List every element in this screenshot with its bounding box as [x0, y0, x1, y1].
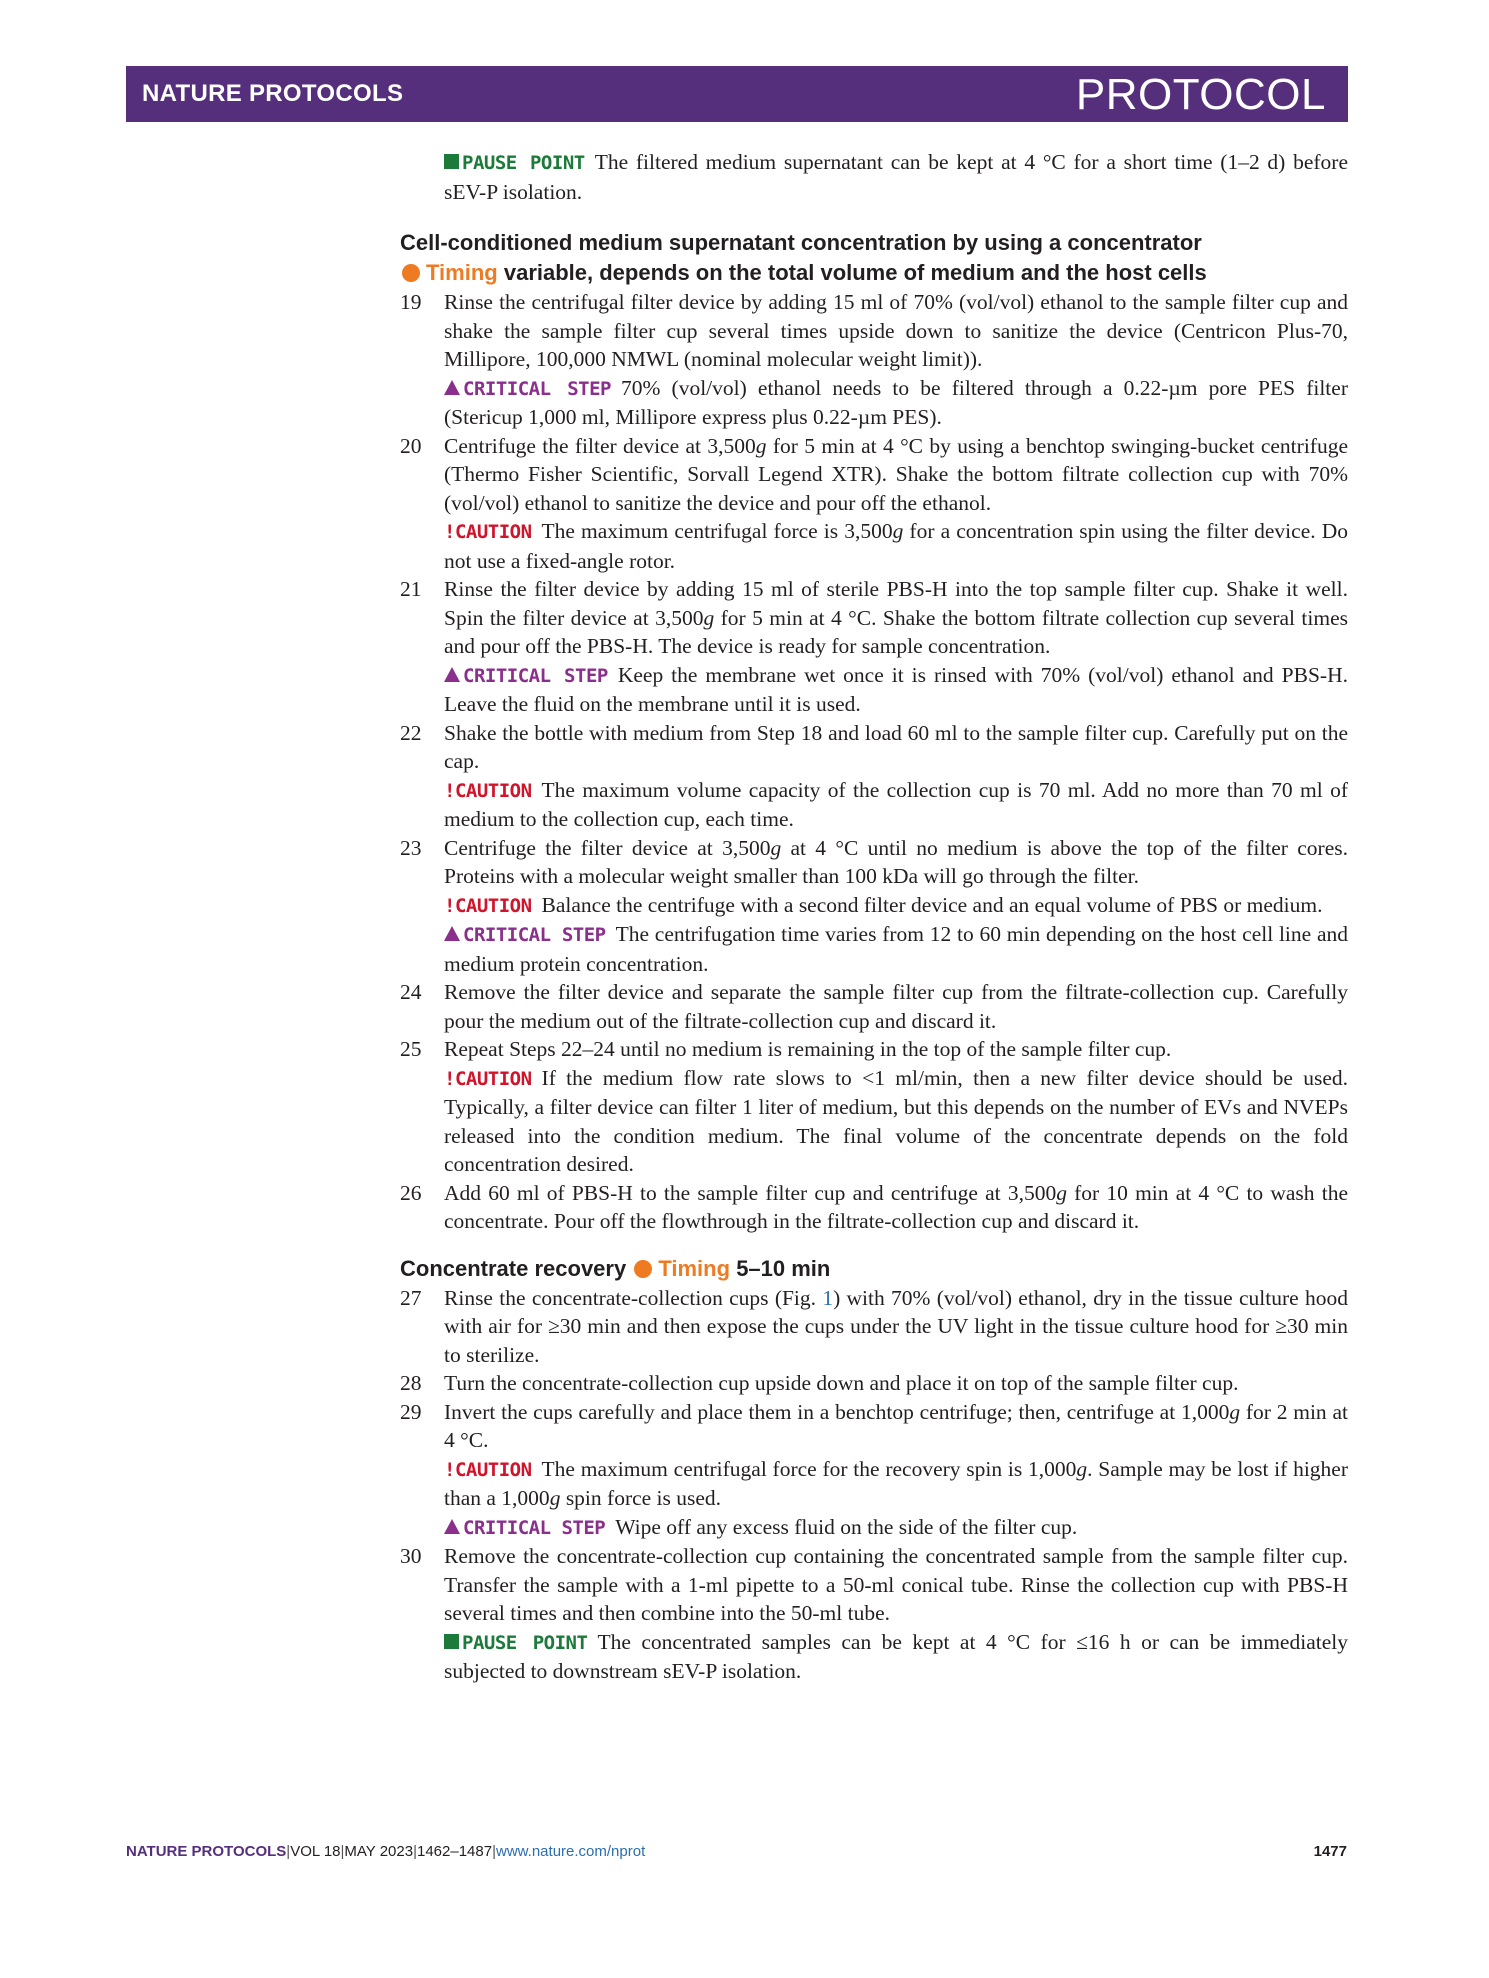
section-timing [400, 258, 1348, 288]
footer-url-link[interactable]: www.nature.com/nprot [496, 1843, 646, 1860]
caution-note [400, 1064, 1348, 1179]
caution-note [400, 891, 1348, 921]
caution-text-end: spin force is used. [560, 1486, 722, 1510]
critical-step-note [400, 1513, 1348, 1543]
protocol-step [400, 1369, 1348, 1398]
critical-step-text: Wipe off any excess fluid on the side of the filter cup. [615, 1514, 1078, 1539]
critical-step-label: CRITICAL STEP [463, 924, 606, 946]
caution-exclamation-icon: ! [444, 1067, 455, 1090]
pause-point-label: PAUSE POINT [462, 1631, 588, 1654]
step-text: Remove the concentrate-collection cup containing the concentrated sample from the sample filter cup. Transfer the sample with a 1-ml pipette to a 50-ml conical tube. Rinse the collection cup with PBS-H several times and then combine into the 50-ml tube. [444, 1544, 1348, 1625]
step-text: Centrifuge the filter device at 3,500 [444, 433, 756, 458]
journal-name: NATURE PROTOCOLS [142, 80, 404, 107]
caution-label: !CAUTION [444, 521, 532, 543]
page-body [400, 148, 1348, 1686]
step-number: 24 [400, 980, 422, 1004]
protocol-step: 29 Invert the cups carefully and place them in a benchtop centrifuge; then, centrifuge at 1,000g for 2 min at 4 °C. [400, 1399, 1348, 1452]
protocol-step [400, 978, 1348, 1035]
footer-separator: | [286, 1843, 291, 1860]
pause-point-text: The concentrated samples can be kept at 4 °C for ≤16 h or can be immediately subjected to downstream sEV-P isolation. [444, 1629, 1348, 1683]
step-text-cont: for 5 min at 4 °C. Shake the bottom filtrate collection cup several times and pour off the PBS-H. The device is ready for sample concentration. [444, 605, 1348, 658]
section-heading [400, 1254, 1348, 1284]
critical-step-label: CRITICAL STEP [463, 377, 611, 400]
section-heading: Cell-conditioned medium supernatant concentration by using a concentrator [400, 230, 1202, 255]
step-text-cont: ) with 70% (vol/vol) ethanol, dry in the tissue culture hood with air for ≥30 min and then expose the cups under the UV light in the tissue culture hood for ≥30 min to sterilize. [444, 1285, 1348, 1367]
pause-square-icon [444, 154, 459, 169]
step-text: Rinse the concentrate-collection cups (Fig. [444, 1285, 823, 1310]
step-text: Add 60 ml of PBS-H to the sample filter cup and centrifuge at 3,500 [444, 1180, 1057, 1205]
step-number: 29 [400, 1399, 422, 1424]
protocol-step [400, 288, 1348, 374]
timing-value: 5–10 min [736, 1255, 831, 1281]
footer-journal: NATURE PROTOCOLS [126, 1843, 287, 1860]
section-title: Concentrate recovery [400, 1255, 627, 1281]
caution-text-cont: for a concentration spin using the filter device. Do not use a fixed-angle rotor. [444, 519, 1348, 573]
critical-step-note [400, 920, 1348, 978]
critical-step-text: Keep the membrane wet once it is rinsed with 70% (vol/vol) ethanol and PBS-H. Leave the fluid on the membrane until it is used. [444, 662, 1348, 716]
caution-text: If the medium flow rate slows to <1 ml/min, then a new filter device should be used. Typically, a filter device can filter 1 liter of medium, but this depends on the number of EVs and NVEPs released into the condition medium. The final volume of the concentrate depends on the fold concentration desired. [444, 1065, 1348, 1176]
pause-square-icon [444, 1634, 459, 1649]
protocol-step: 20 Centrifuge the filter device at 3,500g for 5 min at 4 °C by using a benchtop swinging-bucket centrifuge (Thermo Fisher Scientific, Sorvall Legend XTR). Shake the bottom filtrate collection cup with 70% (vol/vol) ethanol to sanitize the device and pour off the ethanol. [400, 433, 1348, 515]
step-text-cont: for 10 min at 4 °C to wash the concentrate. Pour off the flowthrough in the filtrate-collection cup and discard it. [444, 1180, 1348, 1233]
step-number: 20 [400, 433, 422, 458]
protocol-step: 21 Rinse the filter device by adding 15 ml of sterile PBS-H into the top sample filter cup. Shake it well. Spin the filter device at 3,500g for 5 min at 4 °C. Shake the bottom filtrate collection cup several times and pour off the PBS-H. The device is ready for sample concentration. [400, 577, 1348, 658]
caution-text: Balance the centrifuge with a second filter device and an equal volume of PBS or medium. [541, 892, 1323, 917]
step-number: 26 [400, 1180, 422, 1205]
timing-dot-icon [634, 1260, 652, 1278]
pause-point-note [400, 1628, 1348, 1686]
critical-step-text: 70% (vol/vol) ethanol needs to be filtered through a 0.22-µm pore PES filter (Stericup 1,000 ml, Millipore express plus 0.22-µm PES). [444, 375, 1348, 429]
timing-value: variable, depends on the total volume of medium and the host cells [503, 260, 1207, 285]
caution-note: !CAUTION The maximum centrifugal force for the recovery spin is 1,000g. Sample may be lost if higher than a 1,000g spin force is used. [444, 1456, 1348, 1510]
page-number: 1477 [1313, 1843, 1347, 1860]
caution-exclamation-icon: ! [444, 779, 455, 802]
timing-label: Timing [658, 1255, 731, 1281]
step-text: Rinse the filter device by adding 15 ml of sterile PBS-H into the top sample filter cup. Shake it well. Spin the filter device at 3,500 [444, 577, 1348, 630]
step-text: Shake the bottle with medium from Step 18 and load 60 ml to the sample filter cup. Carefully put on the cap. [444, 720, 1348, 773]
caution-text-cont: . Sample may be lost if higher than a 1,000 [444, 1456, 1348, 1510]
figure-link[interactable]: 1 [822, 1285, 834, 1310]
step-text: Remove the filter device and separate the sample filter cup from the filtrate-collection cup. Carefully pour the medium out of the filtrate-collection cup and discard it. [444, 980, 1348, 1033]
caution-label: !CAUTION [444, 1067, 532, 1090]
footer-separator: | [340, 1843, 345, 1860]
caution-label: !CAUTION [444, 894, 532, 917]
caution-note: !CAUTION The maximum centrifugal force is 3,500g for a concentration spin using the filter device. Do not use a fixed-angle rotor. [444, 519, 1348, 573]
footer-date: MAY 2023 [344, 1843, 414, 1860]
step-number: 25 [400, 1037, 422, 1061]
caution-note [400, 776, 1348, 834]
timing-dot-icon [402, 264, 420, 282]
footer-volume: VOL 18 [290, 1843, 341, 1860]
pause-point-note [400, 148, 1348, 206]
footer-pages: 1462–1487 [417, 1843, 493, 1860]
protocol-step: 26 Add 60 ml of PBS-H to the sample filter cup and centrifuge at 3,500g for 10 min at 4 °C to wash the concentrate. Pour off the flowthrough in the filtrate-collection cup and discard it. [400, 1180, 1348, 1233]
step-text-cont: for 5 min at 4 °C by using a benchtop swinging-bucket centrifuge (Thermo Fisher Scientific, Sorvall Legend XTR). Shake the bottom filtrate collection cup with 70% (vol/vol) ethanol to sanitize the device and pour off the ethanol. [444, 433, 1348, 515]
footer-separator: | [413, 1843, 417, 1860]
caution-exclamation-icon: ! [444, 1458, 455, 1481]
article-type: PROTOCOL [1075, 70, 1326, 119]
protocol-step: 23 Centrifuge the filter device at 3,500g at 4 °C until no medium is above the top of the filter cores. Proteins with a molecular weight smaller than 100 kDa will go through the filter. [400, 835, 1348, 888]
critical-step-text: The centrifugation time varies from 12 to 60 min depending on the host cell line and medium protein concentration. [444, 922, 1348, 976]
step-text: Invert the cups carefully and place them in a benchtop centrifuge; then, centrifuge at 1,000 [444, 1399, 1230, 1424]
protocol-step [400, 1035, 1348, 1064]
caution-exclamation-icon: ! [444, 521, 455, 543]
protocol-step [400, 1284, 1348, 1370]
timing-label: Timing [426, 260, 498, 285]
step-text: Repeat Steps 22–24 until no medium is remaining in the top of the sample filter cup. [444, 1037, 1172, 1061]
critical-triangle-icon [444, 926, 460, 941]
critical-step-label: CRITICAL STEP [463, 1516, 606, 1539]
footer-separator: | [492, 1843, 496, 1860]
caution-text: The maximum volume capacity of the collection cup is 70 ml. Add no more than 70 ml of medium to the collection cup, each time. [444, 777, 1348, 831]
step-number: 22 [400, 720, 422, 745]
critical-step-label: CRITICAL STEP [463, 664, 608, 687]
step-number: 19 [400, 290, 422, 314]
step-text: Rinse the centrifugal filter device by adding 15 ml of 70% (vol/vol) ethanol to the sample filter cup and shake the sample filter cup several times upside down to sanitize the device (Centricon Plus-70, Millipore, 100,000 NMWL (nominal molecular weight limit)). [444, 290, 1348, 371]
critical-triangle-icon [444, 1519, 460, 1534]
protocol-step [400, 1542, 1348, 1628]
critical-step-note [400, 661, 1348, 719]
pause-point-text: The filtered medium supernatant can be kept at 4 °C for a short time (1–2 d) before sEV-P isolation. [444, 150, 1348, 204]
step-number: 23 [400, 835, 422, 860]
page-footer [126, 1843, 645, 1860]
caution-label: !CAUTION [444, 1458, 532, 1481]
caution-text: The maximum centrifugal force for the recovery spin is 1,000 [541, 1456, 1077, 1481]
step-text: Centrifuge the filter device at 3,500 [444, 835, 771, 860]
caution-exclamation-icon: ! [444, 894, 455, 917]
critical-triangle-icon [444, 380, 460, 395]
step-number: 30 [400, 1544, 422, 1568]
step-text-cont: for 2 min at 4 °C. [444, 1399, 1348, 1452]
header-banner [126, 66, 1348, 122]
critical-step-note [400, 374, 1348, 432]
step-number: 28 [400, 1371, 422, 1395]
step-text: Turn the concentrate-collection cup upside down and place it on top of the sample filter cup. [444, 1371, 1239, 1395]
step-number: 27 [400, 1285, 422, 1310]
step-text-cont: at 4 °C until no medium is above the top of the filter cores. Proteins with a molecular weight smaller than 100 kDa will go through the filter. [444, 835, 1348, 888]
pause-point-label: PAUSE POINT [462, 152, 585, 174]
step-number: 21 [400, 577, 422, 601]
protocol-step [400, 719, 1348, 776]
critical-triangle-icon [444, 667, 460, 682]
caution-text: The maximum centrifugal force is 3,500 [541, 519, 893, 543]
caution-label: !CAUTION [444, 779, 532, 802]
